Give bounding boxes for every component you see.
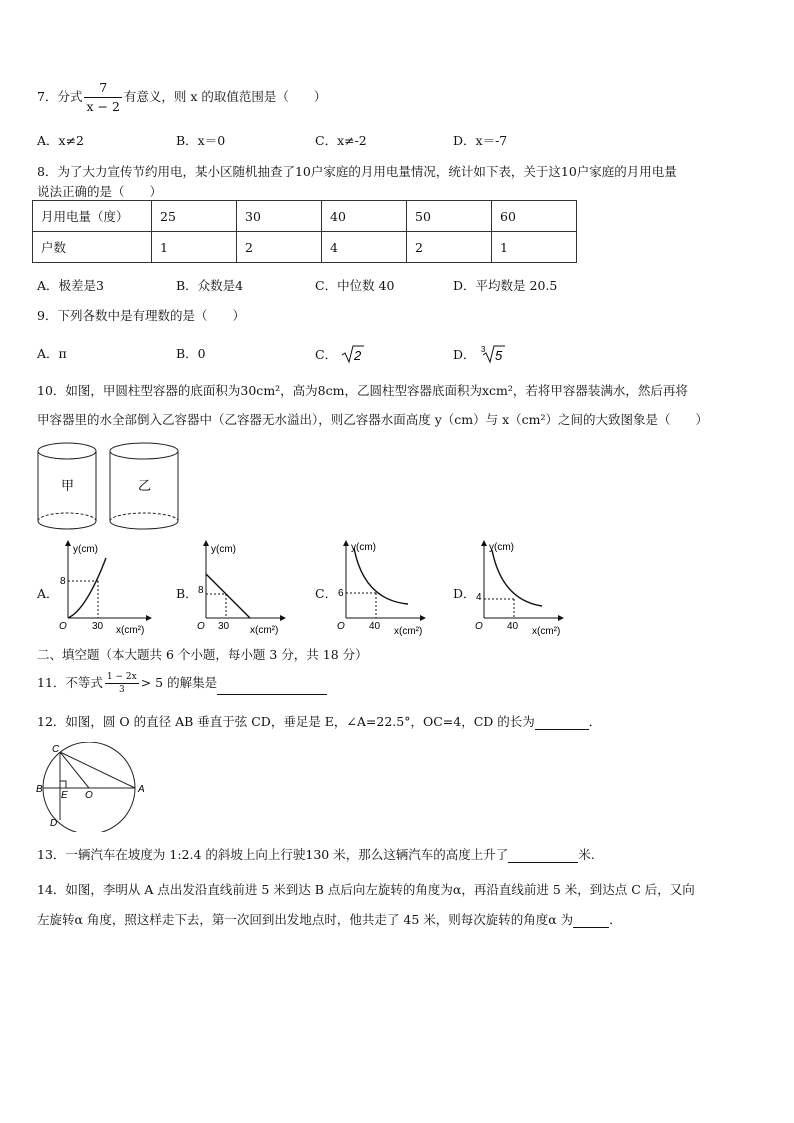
table-cell: 1 xyxy=(492,232,577,263)
root-radicand: 5 xyxy=(494,348,502,363)
q8-option-b[interactable]: B．众数是4 xyxy=(176,278,244,293)
figure-label: 8 xyxy=(198,585,204,596)
question-14-line1: 14．如图，李明从 A 点出发沿直线前进 5 米到达 B 点后向左旋转的角度为α，再沿直线前进 5 米，到达点 C 后，又向 xyxy=(37,882,695,897)
graph-d[interactable] xyxy=(472,538,576,640)
table-cell: 4 xyxy=(322,232,407,263)
cylinder-yi xyxy=(110,443,178,529)
q13-answer-blank[interactable] xyxy=(508,846,578,863)
q7-option-c[interactable]: C．x≠-2 xyxy=(315,133,367,148)
q7-post: 有意义，则 x 的取值范围是（ ） xyxy=(123,89,327,104)
circle-figure xyxy=(34,742,154,832)
figure-label: 40 xyxy=(369,621,381,632)
q13-text: 13．一辆汽车在坡度为 1:2.4 的斜坡上向上行驶130 米，那么这辆汽车的高度上升了 xyxy=(37,847,509,862)
table-cell: 50 xyxy=(407,201,492,232)
q7-pre: 分式 xyxy=(57,89,83,104)
question-8-line2: 说法正确的是（ ） xyxy=(37,184,163,199)
figure-label: y(cm) xyxy=(73,544,98,555)
question-7 xyxy=(37,80,326,115)
table-cell: 30 xyxy=(237,201,322,232)
graph-c[interactable] xyxy=(334,538,438,640)
question-12 xyxy=(37,712,601,730)
table-cell: 1 xyxy=(152,232,237,263)
table-cell: 月用电量（度） xyxy=(33,201,152,232)
q14-answer-blank[interactable] xyxy=(573,911,609,928)
figure-stroke xyxy=(38,443,96,459)
q9-option-d[interactable] xyxy=(453,344,506,364)
figure-stroke xyxy=(420,615,426,621)
figure-label: y(cm) xyxy=(351,542,376,553)
q8-option-c[interactable]: C．中位数 40 xyxy=(315,278,395,293)
figure-stroke xyxy=(558,615,564,621)
figure-label: E xyxy=(61,790,68,801)
question-11 xyxy=(37,672,327,695)
figure-label: y(cm) xyxy=(489,542,514,553)
q11-post: > 5 的解集是 xyxy=(140,675,218,690)
figure-label: D xyxy=(50,818,58,829)
figure-stroke xyxy=(68,558,106,618)
q11-frac-denominator: 3 xyxy=(118,685,125,695)
figure-stroke xyxy=(280,615,286,621)
figure-stroke xyxy=(146,615,152,621)
cube-root-symbol xyxy=(480,344,506,364)
q10-option-b[interactable]: B． xyxy=(176,586,198,601)
table-cell: 2 xyxy=(407,232,492,263)
figure-stroke xyxy=(38,513,96,521)
q10-option-d[interactable]: D． xyxy=(453,586,476,601)
q9-option-c-letter: C． xyxy=(315,347,338,362)
question-8-line1: 8．为了大力宣传节约用电，某小区随机抽查了10户家庭的月用电量情况，统计如下表，关于这10户家庭的月用电量 xyxy=(37,164,677,179)
q14-end: ． xyxy=(609,912,622,927)
q10-option-c[interactable]: C． xyxy=(315,586,338,601)
graph-b[interactable] xyxy=(194,538,302,638)
q7-option-b[interactable]: B．x＝0 xyxy=(176,133,226,148)
figure-stroke xyxy=(60,781,66,788)
question-9: 9．下列各数中是有理数的是（ ） xyxy=(37,308,245,323)
q12-answer-blank[interactable] xyxy=(535,713,589,730)
q11-answer-blank[interactable] xyxy=(217,678,327,695)
figure-stroke xyxy=(481,540,487,546)
figure-stroke xyxy=(38,521,96,529)
figure-label: 4 xyxy=(476,592,482,603)
figure-stroke xyxy=(110,521,178,529)
figure-label: B xyxy=(36,784,43,795)
q9-option-c[interactable] xyxy=(315,344,365,364)
table-cell: 2 xyxy=(237,232,322,263)
q8-option-d[interactable]: D．平均数是 20.5 xyxy=(453,278,558,293)
q9-option-b[interactable]: B．0 xyxy=(176,346,206,361)
figure-label: O xyxy=(59,621,67,632)
question-14-line2 xyxy=(37,910,622,928)
q7-number: 7． xyxy=(37,89,58,104)
q7-frac-numerator: 7 xyxy=(84,80,121,98)
figure-stroke xyxy=(60,752,89,788)
figure-stroke xyxy=(203,540,209,546)
q8-option-a[interactable]: A．极差是3 xyxy=(37,278,104,293)
sqrt-radicand: 2 xyxy=(354,348,362,363)
root-index: 3 xyxy=(480,345,485,354)
q11-pre: 11．不等式 xyxy=(37,675,103,690)
figure-stroke xyxy=(354,548,408,604)
q13-post: 米. xyxy=(578,847,595,862)
q12-end: ． xyxy=(588,714,602,729)
figure-label: O xyxy=(197,621,205,632)
electricity-table xyxy=(32,200,577,263)
cylinder-jia xyxy=(38,443,96,529)
question-13 xyxy=(37,845,595,863)
table-cell: 60 xyxy=(492,201,577,232)
table-cell: 户数 xyxy=(33,232,152,263)
question-10-line1: 10．如图，甲圆柱型容器的底面积为30cm²，高为8cm，乙圆柱型容器底面积为xcm²，若将甲容器装满水，然后再将 xyxy=(37,383,688,398)
figure-stroke xyxy=(110,513,178,521)
figure-label: y(cm) xyxy=(211,544,236,555)
figure-label: x(cm²) xyxy=(532,626,561,637)
figure-label: 8 xyxy=(60,576,66,587)
figure-label: x(cm²) xyxy=(250,625,279,636)
figure-label: C xyxy=(52,744,60,755)
q12-text: 12．如图，圆 O 的直径 AB 垂直于弦 CD，垂足是 E，∠A=22.5°，OC=4，CD 的长为 xyxy=(37,714,535,729)
figure-label: x(cm²) xyxy=(394,626,423,637)
figure-label: 40 xyxy=(507,621,519,632)
figure-label: O xyxy=(475,621,483,632)
figure-stroke xyxy=(206,574,250,618)
q7-option-a[interactable]: A．x≠2 xyxy=(37,133,85,148)
figure-label: O xyxy=(337,621,345,632)
figure-label: 30 xyxy=(218,621,230,632)
figure-stroke xyxy=(343,540,349,546)
figure-stroke xyxy=(492,550,542,606)
q14-text: 左旋转α 角度，照这样走下去，第一次回到出发地点时，他共走了 45 米，则每次旋转的角度α 为 xyxy=(37,912,574,927)
cylinder-label-jia: 甲 xyxy=(61,478,75,493)
q11-fraction xyxy=(105,672,139,695)
q7-frac-denominator: x − 2 xyxy=(86,99,120,114)
sqrt-symbol xyxy=(341,344,365,364)
figure-label: 6 xyxy=(338,588,344,599)
figure-stroke xyxy=(110,443,178,459)
question-10-line2: 甲容器里的水全部倒入乙容器中（乙容器无水溢出），则乙容器水面高度 y（cm）与 x（cm²）之间的大致图象是（ ） xyxy=(37,412,709,427)
q9-option-a[interactable]: A．π xyxy=(37,346,67,361)
table-cell: 40 xyxy=(322,201,407,232)
figure-stroke xyxy=(65,540,71,546)
q9-option-d-letter: D． xyxy=(453,347,476,362)
figure-label: A xyxy=(138,784,145,795)
cylinders-figure xyxy=(34,440,194,535)
table-row xyxy=(33,232,577,263)
q7-fraction xyxy=(84,80,121,115)
graph-a[interactable] xyxy=(56,538,164,638)
cylinder-label-yi: 乙 xyxy=(138,478,152,493)
figure-label: x(cm²) xyxy=(116,625,145,636)
section-2-heading: 二、填空题（本大题共 6 个小题，每小题 3 分，共 18 分） xyxy=(37,647,368,662)
q10-option-a[interactable]: A． xyxy=(37,586,59,601)
figure-label: O xyxy=(85,790,93,801)
q11-frac-numerator: 1 − 2x xyxy=(106,672,137,682)
table-row xyxy=(33,201,577,232)
table-cell: 25 xyxy=(152,201,237,232)
q7-option-d[interactable]: D．x＝-7 xyxy=(453,133,508,148)
figure-label: 30 xyxy=(92,621,104,632)
